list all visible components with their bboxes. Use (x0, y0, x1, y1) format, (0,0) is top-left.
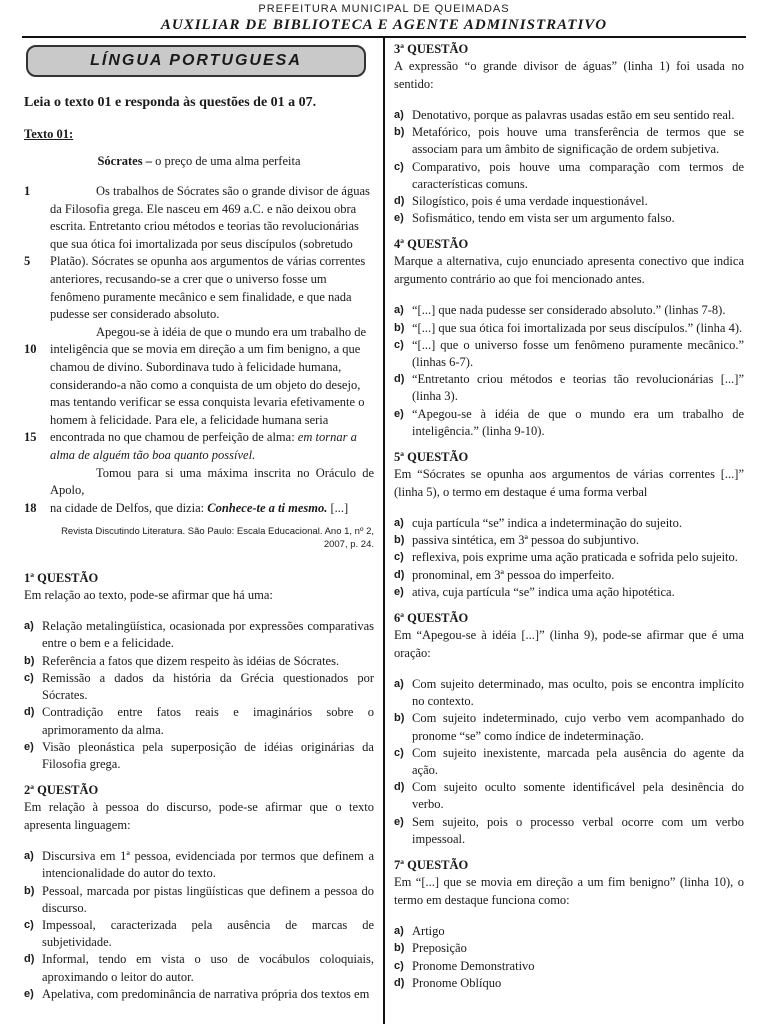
answer-option[interactable] (394, 975, 744, 992)
subject-banner: LÍNGUA PORTUGUESA (26, 45, 366, 77)
question-text: Em “Sócrates se opunha aos argumentos de várias correntes [...]” (linha 5), o termo em destaque é uma forma verbal (394, 467, 744, 500)
option-text: Discursiva em 1ª pessoa, evidenciada por termos que definem a intencionalidade do autor do texto. (42, 849, 374, 881)
passage-text: Os trabalhos de Sócrates são o grande divisor de águas (96, 184, 370, 198)
answer-option[interactable] (394, 515, 744, 532)
passage-text: Apegou-se à idéia de que o mundo era um trabalho de (96, 324, 367, 339)
option-text: Com sujeito oculto somente identificável pela desinência do verbo. (412, 780, 744, 812)
passage-text: homem à felicidade. Para ele, a felicidade humana seria (50, 412, 329, 427)
answer-option[interactable] (394, 337, 744, 371)
right-question-1 (394, 42, 744, 227)
answer-option[interactable] (394, 107, 744, 124)
option-letter: b) (394, 942, 405, 955)
line-number: 1 (24, 184, 31, 198)
option-text: “[...] que nada pudesse ser considerado absoluto.” (linhas 7-8). (412, 303, 726, 318)
passage-line (24, 412, 374, 430)
question-title: 3ª QUESTÃO (394, 42, 469, 56)
texto-label: Texto 01: (24, 127, 74, 141)
option-letter: a) (24, 620, 34, 633)
option-letter: c) (24, 671, 34, 684)
header-position: AUXILIAR DE BIBLIOTECA E AGENTE ADMINISTRATIVO (160, 17, 608, 33)
option-text: Apelativa, com predominância de narrativa própria dos textos em (42, 986, 370, 1001)
left-question-1 (24, 571, 374, 773)
column-divider (383, 36, 385, 1024)
passage-text: considerando-a não como a conquista de um objeto do desejo, (50, 377, 361, 392)
option-text: Pessoal, marcada por pistas lingüísticas que definem a pessoa do discurso. (42, 883, 374, 915)
answer-option[interactable] (394, 302, 744, 319)
answer-option[interactable] (394, 814, 744, 848)
option-letter: d) (394, 781, 405, 794)
option-letter: c) (394, 746, 404, 759)
option-letter: a) (394, 925, 404, 938)
option-text: Denotativo, porque as palavras usadas estão em seu sentido real. (412, 108, 735, 122)
answer-option[interactable] (394, 923, 744, 940)
passage-text: Tomou para si uma máxima inscrita no Oráculo de Apolo, (50, 465, 374, 498)
option-letter: d) (24, 953, 35, 966)
option-letter: e) (394, 407, 404, 420)
option-text: “[...] que sua ótica foi imortalizada por seus discípulos.” (linha 4). (412, 320, 743, 335)
option-text: Metafórico, pois houve uma transferência de termos que se associam para um âmbito de significação de ordem subjetiva. (412, 125, 744, 157)
option-text: Com sujeito determinado, mas oculto, pois se encontra implícito no contexto. (412, 677, 744, 709)
answer-option[interactable] (394, 779, 744, 813)
option-letter: b) (24, 884, 35, 897)
answer-option[interactable] (24, 704, 374, 738)
answer-option[interactable] (24, 739, 374, 773)
option-letter: d) (394, 195, 405, 208)
answer-option[interactable] (394, 958, 744, 975)
questions-left (24, 571, 374, 1003)
answer-option[interactable] (24, 848, 374, 882)
passage (24, 183, 374, 517)
option-text: Pronome Oblíquo (412, 975, 502, 990)
options-list (394, 923, 744, 992)
answer-option[interactable] (24, 986, 374, 1003)
option-letter: e) (24, 740, 34, 753)
header-org: PREFEITURA MUNICIPAL DE QUEIMADAS (258, 3, 510, 15)
option-letter: d) (394, 373, 405, 386)
answer-option[interactable] (394, 567, 744, 584)
option-letter: a) (394, 109, 404, 121)
answer-option[interactable] (24, 883, 374, 917)
question-title: 2ª QUESTÃO (24, 783, 99, 798)
option-text: Silogístico, pois é uma verdade inquestionável. (412, 194, 648, 209)
question-title: 5ª QUESTÃO (394, 450, 469, 465)
question-text: Em “[...] que se movia em direção a um fim benigno” (linha 10), o termo em destaque funciona como: (394, 875, 744, 908)
option-letter: b) (24, 654, 35, 667)
option-text: Pronome Demonstrativo (412, 958, 535, 973)
option-letter: e) (394, 815, 404, 828)
option-letter: b) (394, 712, 405, 725)
option-letter: c) (394, 551, 404, 564)
passage-text: fenômeno puramente mecânico e sem finalidade, e que nada (50, 289, 352, 304)
answer-option[interactable] (394, 124, 744, 158)
texto-title: Sócrates – o preço de uma alma perfeita (97, 154, 301, 168)
passage-line (24, 359, 374, 377)
options-list (394, 107, 744, 227)
option-text: Comparativo, pois houve uma comparação com termos de características comuns. (412, 159, 744, 191)
passage-text: alma de alguém tão boa quanto possível. (50, 447, 256, 462)
option-letter: b) (394, 534, 405, 547)
option-text: “Apegou-se à idéia de que o mundo era um trabalho de inteligência.” (linha 9-10). (412, 406, 744, 438)
option-letter: c) (24, 918, 34, 931)
option-letter: a) (394, 517, 404, 530)
passage-text: chamou de divino. Subordinava tudo à felicidade humana, (50, 359, 342, 374)
answer-option[interactable] (394, 371, 744, 405)
option-text: Remissão a dados da história da Grécia questionados por Sócrates. (42, 670, 374, 703)
passage-line (24, 500, 374, 518)
passage-text: mas tentando verificar se essa conquista levaria efetivamente o (50, 395, 365, 410)
question-title: 7ª QUESTÃO (394, 858, 469, 873)
passage-line (24, 183, 374, 201)
option-letter: c) (394, 338, 404, 351)
option-text: ativa, cuja partícula “se” indica uma ação hipotética. (412, 584, 675, 599)
right-question-5 (394, 858, 744, 992)
passage-line (24, 465, 374, 500)
option-text: passiva sintética, em 3ª pessoa do subjuntivo. (412, 533, 640, 548)
answer-option[interactable] (24, 917, 374, 951)
option-text: Informal, tendo em vista o uso de vocábulos coloquiais, aproximando o leitor do autor. (42, 952, 374, 984)
answer-option[interactable] (394, 532, 744, 549)
option-letter: a) (394, 678, 404, 691)
right-question-3 (394, 450, 744, 601)
answer-option[interactable] (394, 940, 744, 957)
source-citation: Revista Discutindo Literatura. São Paulo: Escala Educacional. Ano 1, nº 2, 2007, p. 24. (61, 526, 374, 551)
answer-option[interactable] (394, 710, 744, 744)
option-text: Com sujeito inexistente, marcada pela ausência do agente da ação. (412, 745, 744, 778)
options-list (24, 848, 374, 1003)
option-text: Artigo (412, 924, 445, 939)
answer-option[interactable] (24, 653, 374, 670)
option-letter: b) (394, 126, 405, 139)
passage-text: da Filosofia grega. Ele nasceu em 469 a.C. e não deixou obra (50, 201, 357, 216)
passage-line (24, 306, 374, 324)
left-column (24, 42, 374, 1013)
option-text: Visão pleonástica pela superposição de idéias originárias da Filosofia grega. (42, 739, 374, 771)
answer-option[interactable] (24, 951, 374, 985)
passage-text: encontrada no que chamou de perfeição de alma: em tornar a (50, 430, 357, 445)
option-text: Preposição (412, 941, 467, 956)
option-letter: a) (394, 304, 404, 317)
option-letter: d) (24, 706, 35, 719)
passage-line (24, 201, 374, 219)
option-text: Contradição entre fatos reais e imaginários sobre o aprimoramento da alma. (42, 705, 374, 737)
right-column (394, 42, 744, 1002)
option-letter: b) (394, 321, 405, 334)
passage-text: anteriores, recusando-se a crer que o universo fosse um (50, 271, 327, 286)
option-letter: e) (394, 212, 404, 225)
passage-line (24, 289, 374, 307)
answer-option[interactable] (394, 320, 744, 337)
answer-option[interactable] (394, 549, 744, 566)
answer-option[interactable] (394, 193, 744, 210)
option-text: Impessoal, caracterizada pela ausência de marcas de subjetividade. (42, 917, 374, 950)
option-text: Sofismático, tendo em vista ser um argumento falso. (412, 211, 675, 226)
options-list (24, 618, 374, 773)
passage-line (24, 324, 374, 342)
instruction: Leia o texto 01 e responda às questões de 01 a 07. (24, 95, 317, 110)
answer-option[interactable] (394, 159, 744, 193)
option-text: cuja partícula “se” indica a indeterminação do sujeito. (412, 516, 683, 531)
answer-option[interactable] (394, 745, 744, 779)
question-text: Em “Apegou-se à idéia [...]” (linha 9), pode-se afirmar que é uma oração: (394, 628, 744, 661)
option-letter: c) (394, 959, 404, 972)
option-text: reflexiva, pois exprime uma ação praticada e sofrida pelo sujeito. (412, 550, 738, 565)
options-list (394, 515, 744, 601)
question-title: 1ª QUESTÃO (24, 571, 99, 586)
left-question-2 (24, 783, 374, 1003)
right-question-2 (394, 237, 744, 440)
passage-text: na cidade de Delfos, que dizia: Conhece-te a ti mesmo. [...] (50, 500, 349, 515)
options-list (394, 302, 744, 440)
option-letter: a) (24, 850, 34, 863)
option-text: pronominal, em 3ª pessoa do imperfeito. (412, 567, 615, 582)
question-text: Marque a alternativa, cujo enunciado apresenta conectivo que indica argumento contrário ao que foi mencionado antes. (394, 254, 744, 287)
passage-line (24, 218, 374, 236)
answer-option[interactable] (394, 406, 744, 440)
question-title: 6ª QUESTÃO (394, 611, 469, 626)
option-letter: d) (394, 976, 405, 989)
passage-line (24, 394, 374, 412)
option-letter: c) (394, 160, 404, 173)
line-number: 18 (24, 500, 37, 515)
option-text: “Entretanto criou métodos e teorias tão revolucionárias [...]” (linha 3). (412, 372, 744, 404)
option-text: Referência a fatos que dizem respeito às idéias de Sócrates. (42, 653, 340, 668)
option-text: Relação metalingüística, ocasionada por expressões comparativas entre o bem e a felicidade. (42, 619, 374, 651)
passage-text: escrita. Entretanto criou métodos e teorias tão revolucionárias (50, 219, 359, 234)
line-number: 10 (24, 342, 37, 357)
option-text: “[...] que o universo fosse um fenômeno puramente mecânico.” (linhas 6-7). (412, 337, 744, 370)
passage-line (24, 253, 374, 271)
right-question-4 (394, 611, 744, 848)
passage-text: pudesse ser considerado absoluto. (50, 307, 220, 322)
line-number: 5 (24, 254, 31, 269)
answer-option[interactable] (394, 676, 744, 710)
line-number: 15 (24, 430, 37, 445)
passage-line (24, 429, 374, 447)
option-letter: e) (394, 585, 404, 598)
passage-text: Platão). Sócrates se opunha aos argumentos de várias correntes (50, 254, 366, 269)
option-text: Com sujeito indeterminado, cujo verbo vem acompanhado do pronome “se” como índice de indeterminação. (412, 711, 744, 743)
option-letter: e) (24, 987, 34, 1000)
answer-option[interactable] (394, 584, 744, 601)
passage-line (24, 341, 374, 359)
options-list (394, 676, 744, 848)
passage-text: que sua ótica foi imortalizada por seus discípulos (sobretudo (50, 236, 353, 251)
option-text: Sem sujeito, pois o processo verbal ocorre com um verbo impessoal. (412, 814, 744, 846)
question-text: Em relação ao texto, pode-se afirmar que há uma: (24, 588, 273, 603)
question-title: 4ª QUESTÃO (394, 237, 469, 252)
passage-line (24, 271, 374, 289)
answer-option[interactable] (24, 670, 374, 704)
option-letter: d) (394, 568, 405, 581)
question-text: A expressão “o grande divisor de águas” (linha 1) foi usada no sentido: (394, 59, 744, 91)
question-text: Em relação à pessoa do discurso, pode-se afirmar que o texto apresenta linguagem: (24, 800, 374, 833)
passage-text: inteligência que se movia em direção a um fim benigno, a que (50, 342, 361, 357)
questions-right (394, 42, 744, 992)
passage-line (24, 236, 374, 254)
answer-option[interactable] (24, 618, 374, 652)
answer-option[interactable] (394, 210, 744, 227)
passage-line (24, 377, 374, 395)
passage-line (24, 447, 374, 465)
